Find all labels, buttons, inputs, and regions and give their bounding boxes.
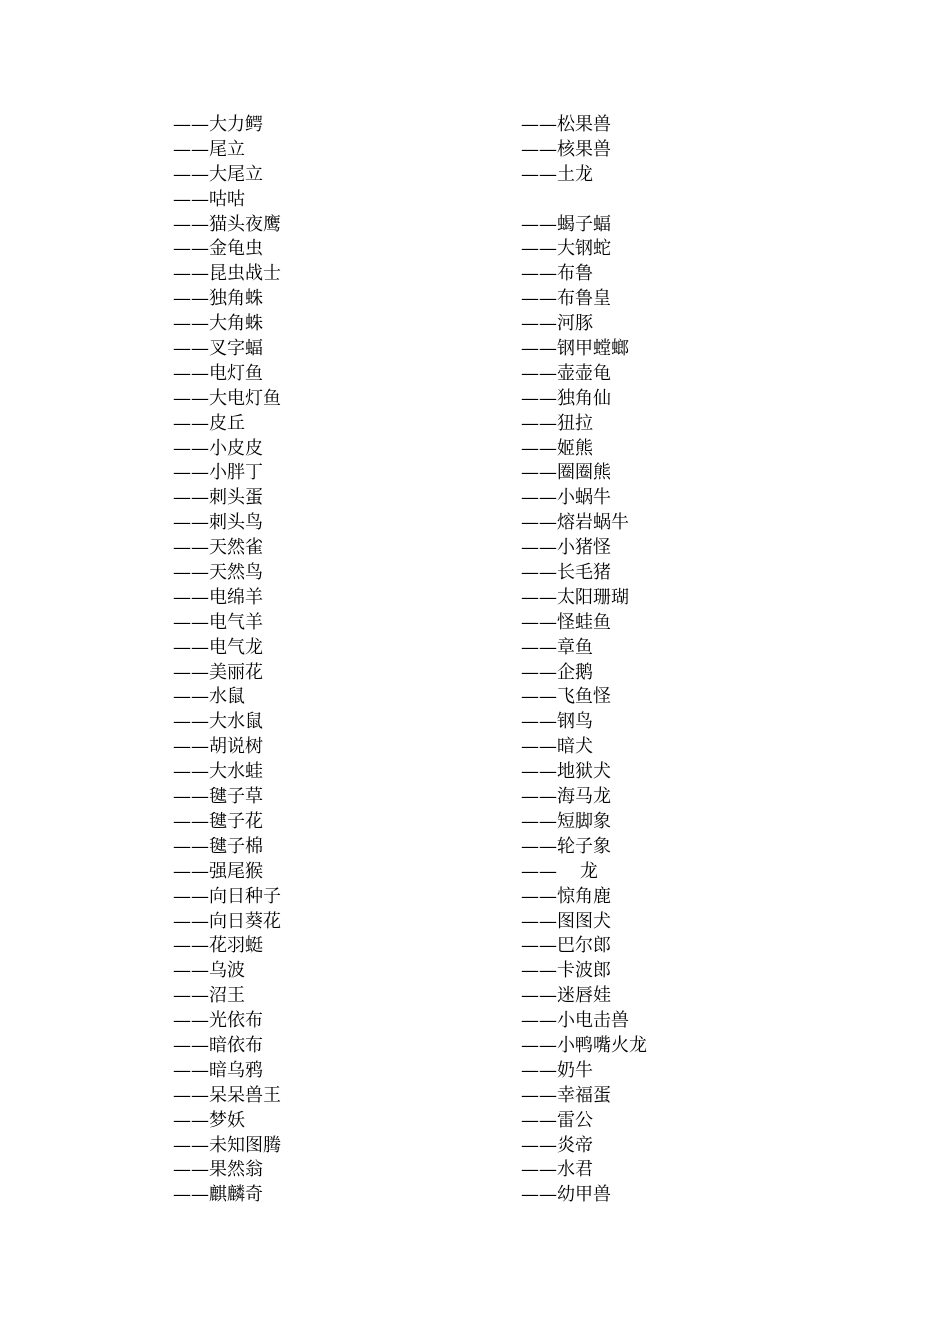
list-item: ——毽子草 (173, 786, 263, 808)
list-item: ——轮子象 (521, 835, 611, 857)
list-item: ——地狱犬 (521, 761, 611, 783)
list-item: ——电气龙 (173, 636, 263, 658)
list-item: ——暗乌鸦 (173, 1059, 263, 1081)
list-item: ——大电灯鱼 (173, 387, 281, 409)
list-item: ——迷唇娃 (521, 985, 611, 1007)
list-item: ——大水蛙 (173, 761, 263, 783)
list-item: ——大角蛛 (173, 313, 263, 335)
list-item: ——水君 (521, 1159, 593, 1181)
list-item: ——电气羊 (173, 611, 263, 633)
list-item: ——昆虫战士 (173, 263, 281, 285)
list-item: ——乌波 (173, 960, 245, 982)
list-item: ——毽子棉 (173, 835, 263, 857)
list-item: ——梦妖 (173, 1109, 245, 1131)
list-item: ——布鲁 (521, 263, 593, 285)
list-item: ——壶壶龟 (521, 362, 611, 384)
list-item: ——电绵羊 (173, 586, 263, 608)
list-item: ——太阳珊瑚 (521, 586, 629, 608)
list-item: ——猫头夜鹰 (173, 213, 281, 235)
list-item: ——蝎子蝠 (521, 213, 611, 235)
list-item: ——咕咕 (173, 188, 245, 210)
list-item: ——呆呆兽王 (173, 1084, 281, 1106)
list-item: ——幼甲兽 (521, 1184, 611, 1206)
list-item: ——企鹅 (521, 661, 593, 683)
list-item: ——姬熊 (521, 437, 593, 459)
list-item: ——怪蛙鱼 (521, 611, 611, 633)
list-item: ——小蜗牛 (521, 487, 611, 509)
list-item: ——短脚象 (521, 810, 611, 832)
list-item: ——尾立 (173, 138, 245, 160)
list-item: ——小鸭嘴火龙 (521, 1034, 647, 1056)
list-item: ——小胖丁 (173, 462, 263, 484)
list-item: ——强尾猴 (173, 860, 263, 882)
list-item: ——美丽花 (173, 661, 263, 683)
list-item: ——卡波郎 (521, 960, 611, 982)
list-item: ——图图犬 (521, 910, 611, 932)
list-item: ——独角蛛 (173, 288, 263, 310)
list-item: ——刺头蛋 (173, 487, 263, 509)
list-item: ——土龙 (521, 163, 593, 185)
list-item: ——小猪怪 (521, 537, 611, 559)
list-item: ——电灯鱼 (173, 362, 263, 384)
list-item: ——长毛猪 (521, 562, 611, 584)
list-item: ——核果兽 (521, 138, 611, 160)
list-item: ——巴尔郎 (521, 935, 611, 957)
list-item: ——惊角鹿 (521, 885, 611, 907)
list-item: ——未知图腾 (173, 1134, 281, 1156)
list-item: ——光依布 (173, 1010, 263, 1032)
list-item: ——大尾立 (173, 163, 263, 185)
list-item: —— 龙 (521, 860, 598, 882)
list-item: ——布鲁皇 (521, 288, 611, 310)
list-item: ——麒麟奇 (173, 1184, 263, 1206)
list-item: ——大水鼠 (173, 711, 263, 733)
list-item: ——刺头鸟 (173, 512, 263, 534)
list-item: ——小皮皮 (173, 437, 263, 459)
list-item: ——幸福蛋 (521, 1084, 611, 1106)
list-item: ——大力鳄 (173, 114, 263, 135)
list-item: ——雷公 (521, 1109, 593, 1131)
list-item: ——奶牛 (521, 1059, 593, 1081)
list-item: ——松果兽 (521, 114, 611, 135)
list-item: ——大钢蛇 (521, 238, 611, 260)
list-item: ——熔岩蜗牛 (521, 512, 629, 534)
list-item: ——圈圈熊 (521, 462, 611, 484)
list-item: ——毽子花 (173, 810, 263, 832)
left-name-list (173, 113, 281, 1208)
list-item: ——沼王 (173, 985, 245, 1007)
list-item: ——狃拉 (521, 412, 593, 434)
list-item: ——向日种子 (173, 885, 281, 907)
list-item: ——花羽蜓 (173, 935, 263, 957)
list-item: ——暗犬 (521, 736, 593, 758)
list-item: ——水鼠 (173, 686, 245, 708)
list-item: ——海马龙 (521, 786, 611, 808)
list-item: ——炎帝 (521, 1134, 593, 1156)
list-item: ——叉字蝠 (173, 338, 263, 360)
list-item: ——皮丘 (173, 412, 245, 434)
list-item: ——天然鸟 (173, 562, 263, 584)
list-item: ——独角仙 (521, 387, 611, 409)
list-item: ——钢鸟 (521, 711, 593, 733)
list-item: ——胡说树 (173, 736, 263, 758)
list-item: ——天然雀 (173, 537, 263, 559)
right-name-list (521, 113, 647, 1208)
list-item: ——向日葵花 (173, 910, 281, 932)
list-item: ——钢甲螳螂 (521, 338, 629, 360)
list-item: ——金龟虫 (173, 238, 263, 260)
list-item: ——飞鱼怪 (521, 686, 611, 708)
list-item: ——章鱼 (521, 636, 593, 658)
list-item: ——果然翁 (173, 1159, 263, 1181)
list-item: ——暗依布 (173, 1034, 263, 1056)
list-item-blank (521, 188, 647, 213)
list-item: ——小电击兽 (521, 1010, 629, 1032)
list-item: ——河豚 (521, 313, 593, 335)
